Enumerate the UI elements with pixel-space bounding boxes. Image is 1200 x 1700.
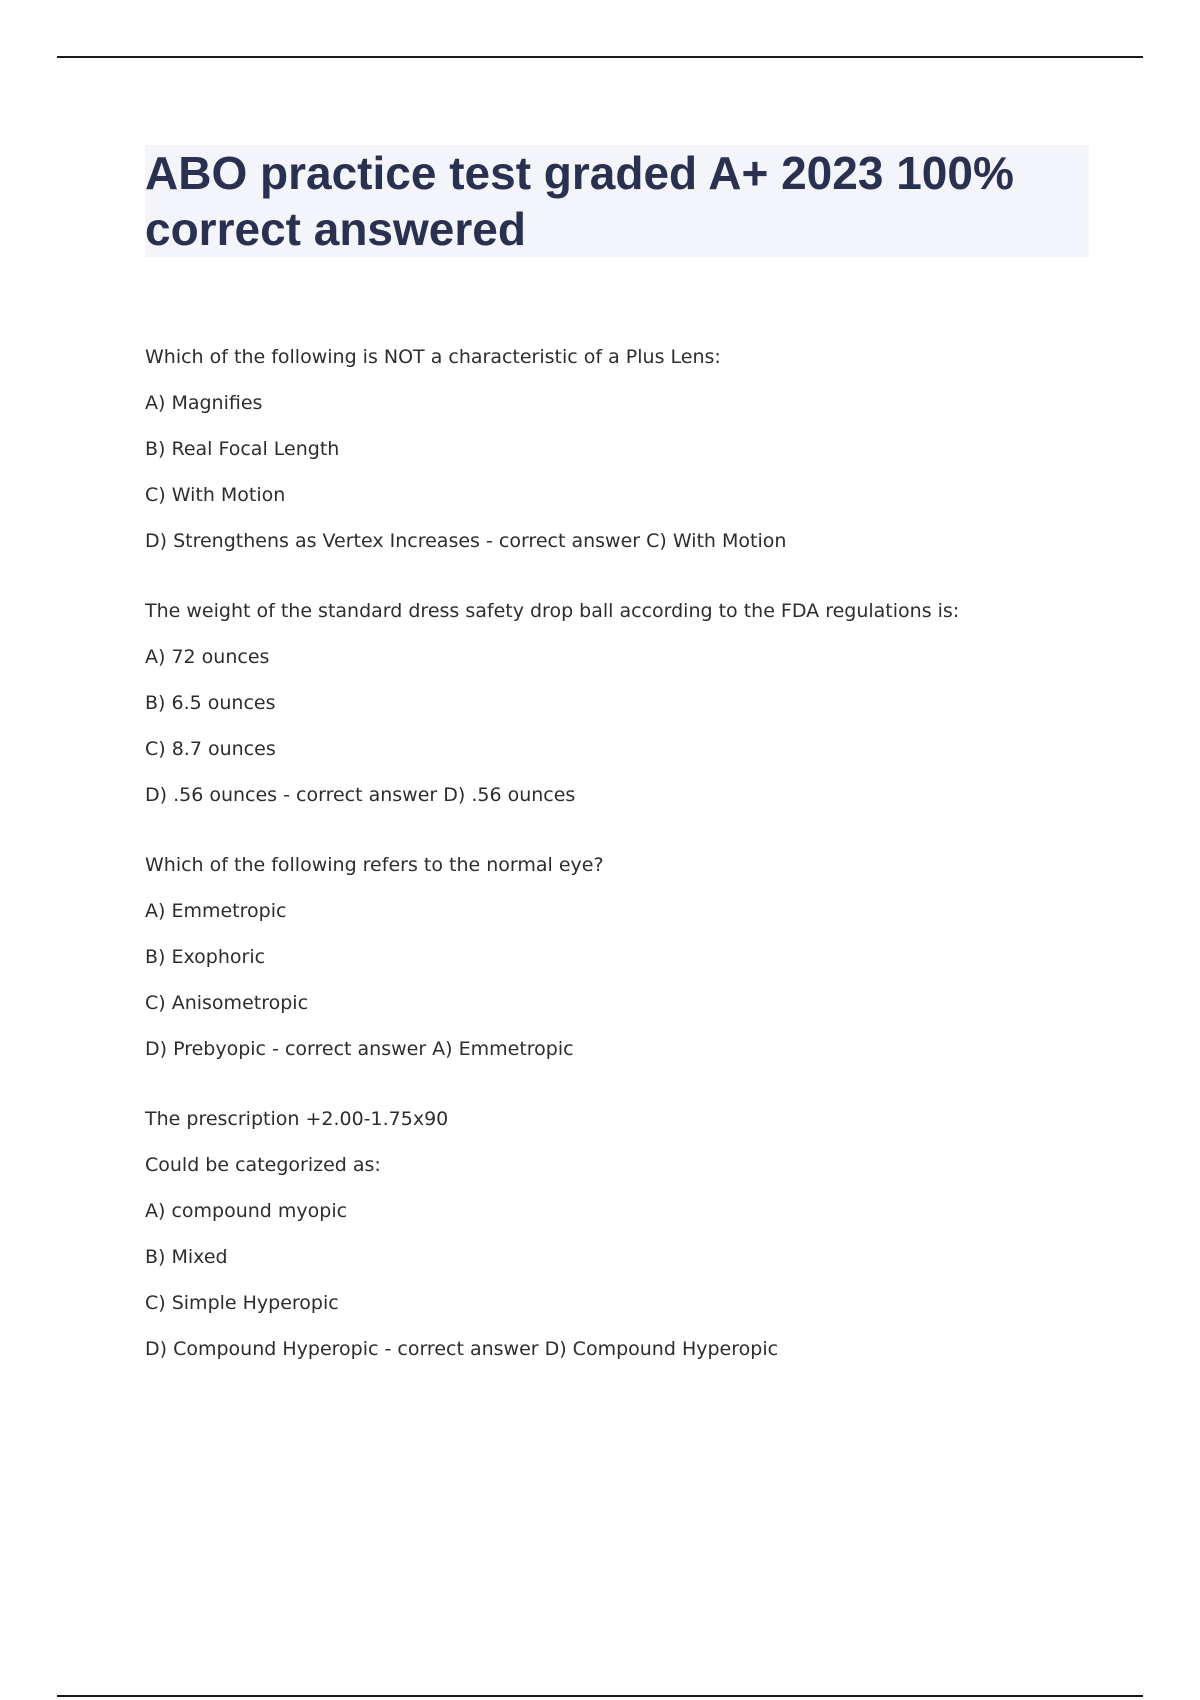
bottom-rule (57, 1695, 1143, 1697)
answer-option: B) Real Focal Length (145, 438, 340, 460)
question-block (145, 853, 1089, 1061)
question-block (145, 345, 1089, 553)
answer-option: A) compound myopic (145, 1200, 348, 1222)
answer-option: B) 6.5 ounces (145, 692, 276, 714)
question-block (145, 599, 1089, 807)
question-list (145, 345, 1089, 1407)
document-title: ABO practice test graded A+ 2023 100% correct answered (145, 147, 1014, 255)
answer-option-with-key: D) Prebyopic - correct answer A) Emmetropic (145, 1038, 574, 1060)
answer-option-with-key: D) .56 ounces - correct answer D) .56 ounces (145, 784, 576, 806)
answer-option: A) Emmetropic (145, 900, 287, 922)
answer-option: C) Anisometropic (145, 992, 309, 1014)
answer-option: C) 8.7 ounces (145, 738, 276, 760)
top-rule (57, 56, 1143, 58)
question-text: The weight of the standard dress safety drop ball according to the FDA regulations is: (145, 600, 960, 622)
question-text: Could be categorized as: (145, 1154, 381, 1176)
question-text: Which of the following refers to the normal eye? (145, 854, 604, 876)
question-text: Which of the following is NOT a characteristic of a Plus Lens: (145, 346, 721, 368)
answer-option: A) Magnifies (145, 392, 263, 414)
answer-option: C) With Motion (145, 484, 286, 506)
question-block (145, 1107, 1089, 1361)
answer-option: B) Exophoric (145, 946, 266, 968)
answer-option: C) Simple Hyperopic (145, 1292, 339, 1314)
question-text: The prescription +2.00-1.75x90 (145, 1108, 449, 1130)
answer-option: A) 72 ounces (145, 646, 270, 668)
answer-option: B) Mixed (145, 1246, 228, 1268)
answer-option-with-key: D) Compound Hyperopic - correct answer D) Compound Hyperopic (145, 1338, 779, 1360)
answer-option-with-key: D) Strengthens as Vertex Increases - correct answer C) With Motion (145, 530, 787, 552)
